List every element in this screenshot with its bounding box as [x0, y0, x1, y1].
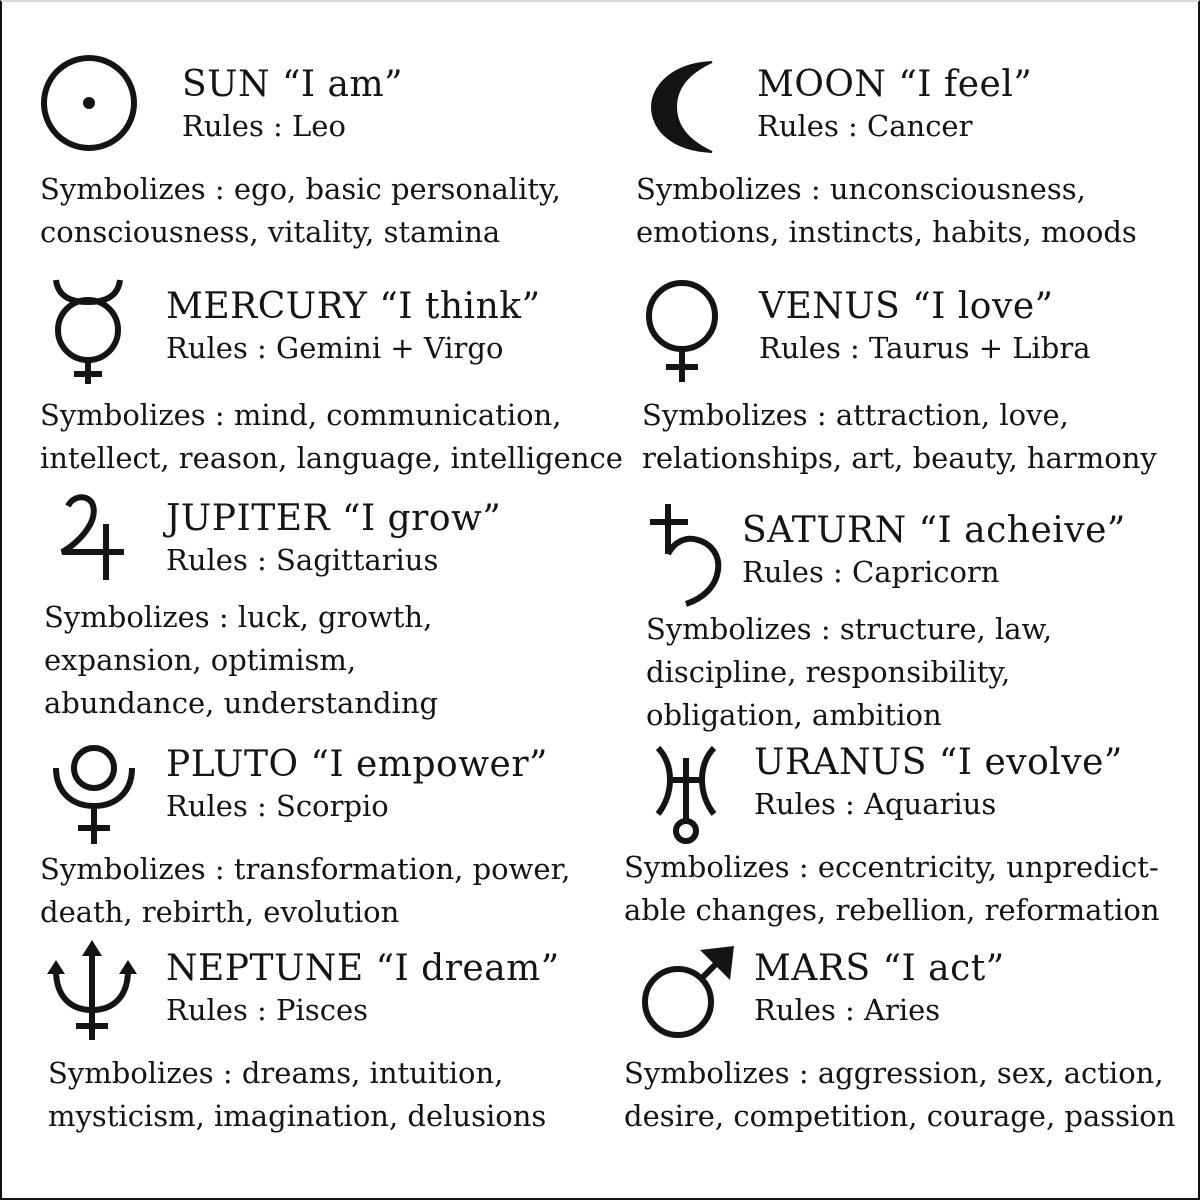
pluto-icon — [52, 744, 136, 844]
planet-description — [624, 846, 1160, 932]
moon-icon — [648, 58, 718, 156]
planet-description — [40, 848, 570, 934]
description-line: Symbolizes : transformation, power, — [40, 852, 571, 886]
planet-title: SATURN “I acheive” — [742, 510, 1126, 551]
planet-rules: Rules : Leo — [182, 109, 346, 143]
planet-title: JUPITER “I grow” — [166, 498, 502, 539]
planet-title: PLUTO “I empower” — [166, 744, 548, 785]
planet-description — [40, 168, 561, 254]
sun-icon — [40, 54, 138, 152]
planet-rules: Rules : Taurus + Libra — [759, 331, 1091, 365]
description-line: Symbolizes : structure, law, — [646, 612, 1053, 646]
description-line: Symbolizes : luck, growth, — [44, 600, 433, 634]
planet-rules: Rules : Cancer — [757, 109, 973, 143]
description-line: obligation, ambition — [646, 698, 942, 732]
venus-icon — [644, 280, 722, 382]
uranus-icon — [644, 744, 728, 844]
description-line: discipline, responsibility, — [646, 655, 1011, 689]
description-line: Symbolizes : attraction, love, — [642, 398, 1069, 432]
description-line: desire, competition, courage, passion — [624, 1099, 1176, 1133]
planet-rules: Rules : Scorpio — [166, 789, 389, 823]
description-line: Symbolizes : ego, basic personality, — [40, 172, 561, 206]
planet-rules: Rules : Aquarius — [754, 787, 997, 821]
planet-title: MARS “I act” — [754, 948, 1005, 989]
mercury-icon — [50, 278, 126, 384]
planet-title: VENUS “I love” — [759, 286, 1054, 327]
description-line: Symbolizes : mind, communication, — [40, 398, 562, 432]
planet-rules: Rules : Aries — [754, 993, 941, 1027]
planet-rules: Rules : Sagittarius — [166, 543, 439, 577]
planet-description — [636, 168, 1137, 254]
description-line: Symbolizes : aggression, sex, action, — [624, 1056, 1164, 1090]
description-line: Symbolizes : eccentricity, unpredict- — [624, 850, 1159, 884]
planet-rules: Rules : Gemini + Virgo — [166, 331, 504, 365]
planet-description — [44, 596, 438, 725]
description-line: intellect, reason, language, intelligence — [40, 441, 623, 475]
description-line: death, rebirth, evolution — [40, 895, 400, 929]
planet-title: URANUS “I evolve” — [754, 742, 1123, 783]
jupiter-icon — [58, 494, 128, 580]
planet-description — [624, 1052, 1175, 1138]
neptune-icon — [46, 940, 138, 1040]
description-line: Symbolizes : unconsciousness, — [636, 172, 1086, 206]
description-line: relationships, art, beauty, harmony — [642, 441, 1157, 475]
saturn-icon — [646, 502, 726, 606]
planet-title: SUN “I am” — [182, 64, 404, 105]
planet-description — [642, 394, 1157, 480]
planet-title: NEPTUNE “I dream” — [166, 948, 560, 989]
description-line: able changes, rebellion, reformation — [624, 893, 1160, 927]
planet-description — [646, 608, 1052, 737]
description-line: consciousness, vitality, stamina — [40, 215, 501, 249]
description-line: emotions, instincts, habits, moods — [636, 215, 1137, 249]
planet-title: MERCURY “I think” — [166, 286, 541, 327]
planet-description — [40, 394, 623, 480]
planet-description — [48, 1052, 546, 1138]
mars-icon — [640, 944, 736, 1040]
planet-rules: Rules : Pisces — [166, 993, 368, 1027]
description-line: Symbolizes : dreams, intuition, — [48, 1056, 504, 1090]
planet-title: MOON “I feel” — [757, 64, 1033, 105]
description-line: mysticism, imagination, delusions — [48, 1099, 547, 1133]
planet-rules: Rules : Capricorn — [742, 555, 1000, 589]
description-line: abundance, understanding — [44, 686, 439, 720]
description-line: expansion, optimism, — [44, 643, 357, 677]
